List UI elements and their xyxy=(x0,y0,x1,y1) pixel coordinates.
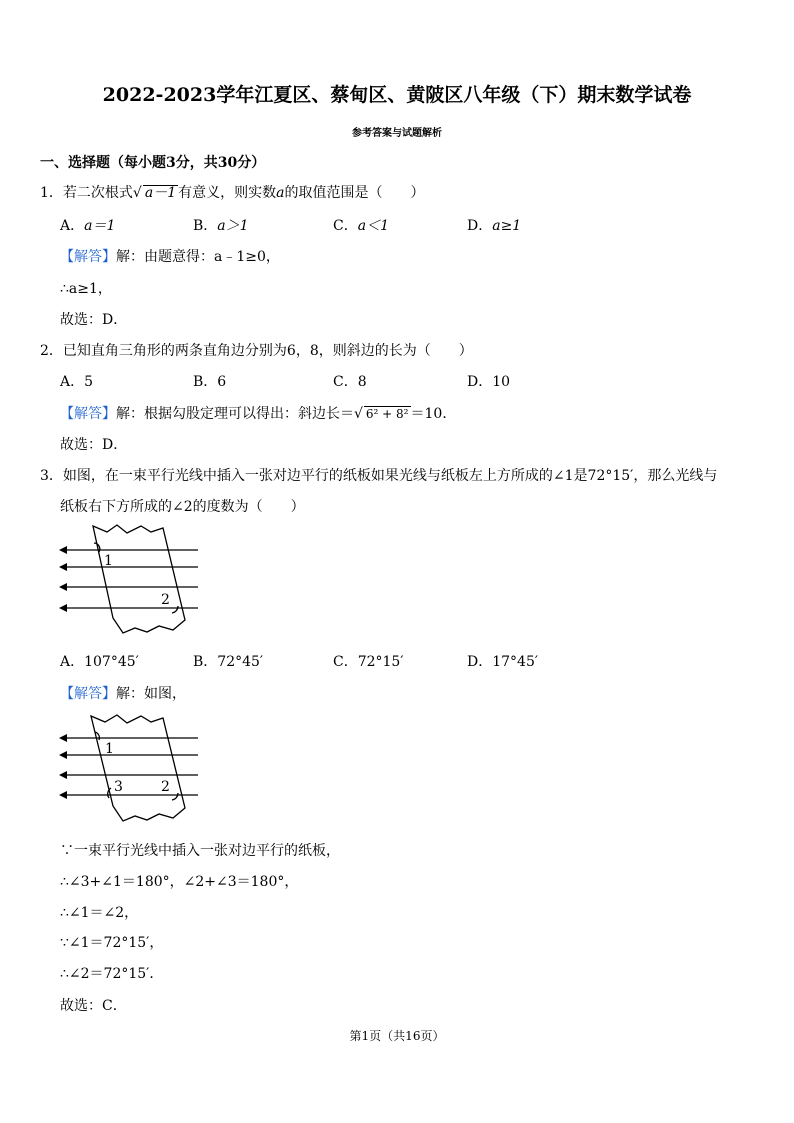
page-title: 2022-2023学年江夏区、蔡甸区、黄陂区八年级（下）期末数学试卷 xyxy=(102,84,692,106)
q2-option-c: C．8 xyxy=(333,374,367,390)
q3-step: ∴∠2＝72°15′． xyxy=(60,966,164,982)
q3-step: ∵∠1＝72°15′， xyxy=(60,935,164,951)
q1-option-c: C．a＜1 xyxy=(333,218,389,234)
q3-answer-figure xyxy=(55,708,205,828)
section-heading: 一、选择题（每小题3分，共30分） xyxy=(40,155,266,171)
q1-radicand: a－1 xyxy=(144,185,177,201)
figure-label: 2 xyxy=(161,592,170,608)
q3-choice: 故选：C． xyxy=(60,998,127,1014)
q2-stem: 2．已知直角三角形的两条直角边分别为6，8，则斜边的长为（ ） xyxy=(40,343,473,359)
q1-choice: 故选：D． xyxy=(60,312,128,328)
page-footer: 第1页（共16页） xyxy=(349,1029,445,1043)
q3-step: ∵一束平行光线中插入一张对边平行的纸板， xyxy=(60,843,340,859)
q1-option-d: D．a≥1 xyxy=(467,218,522,234)
q3-stem-line2: 纸板右下方所成的∠2的度数为（ ） xyxy=(60,499,305,515)
page-subtitle: 参考答案与试题解析 xyxy=(352,128,442,139)
answer-tag: 【解答】 xyxy=(60,406,116,422)
q3-option-c: C．72°15′ xyxy=(333,654,404,670)
q3-option-d: D．17°45′ xyxy=(467,654,539,670)
answer-tag: 【解答】 xyxy=(60,249,116,265)
figure-label: 3 xyxy=(114,779,123,795)
q2-option-a: A．5 xyxy=(60,374,94,390)
q3-option-b: B．72°45′ xyxy=(193,654,264,670)
figure-label: 2 xyxy=(161,779,170,795)
q1-stem: 1．若二次根式√ a－1 有意义，则实数a的取值范围是（ ） xyxy=(40,185,425,201)
q3-step: ∴∠3+∠1＝180°，∠2+∠3＝180°， xyxy=(60,874,299,890)
q1-answer: 【解答】解：由题意得：a﹣1≥0， xyxy=(60,249,280,265)
figure-label: 1 xyxy=(105,741,114,757)
q3-figure xyxy=(55,520,205,640)
q2-option-d: D．10 xyxy=(467,374,511,390)
answer-tag: 【解答】 xyxy=(60,686,116,702)
q2-choice: 故选：D． xyxy=(60,437,128,453)
q3-answer: 【解答】解：如图， xyxy=(60,686,186,702)
q2-option-b: B．6 xyxy=(193,374,227,390)
q1-option-b: B．a＞1 xyxy=(193,218,249,234)
q3-stem-line1: 3．如图，在一束平行光线中插入一张对边平行的纸板如果光线与纸板左上方所成的∠1是72°15′，那么光线与 xyxy=(40,468,718,484)
q3-step: ∴∠1＝∠2， xyxy=(60,905,139,921)
q1-option-a: A．a＝1 xyxy=(60,218,116,234)
q2-answer: 【解答】解：根据勾股定理可以得出：斜边长＝√ 6² + 8² ＝10． xyxy=(60,406,457,422)
q1-answer-step: ∴a≥1， xyxy=(60,281,112,297)
figure-label: 1 xyxy=(104,553,113,569)
q3-option-a: A．107°45′ xyxy=(60,654,139,670)
q2-radicand: 6² + 8² xyxy=(365,407,409,421)
